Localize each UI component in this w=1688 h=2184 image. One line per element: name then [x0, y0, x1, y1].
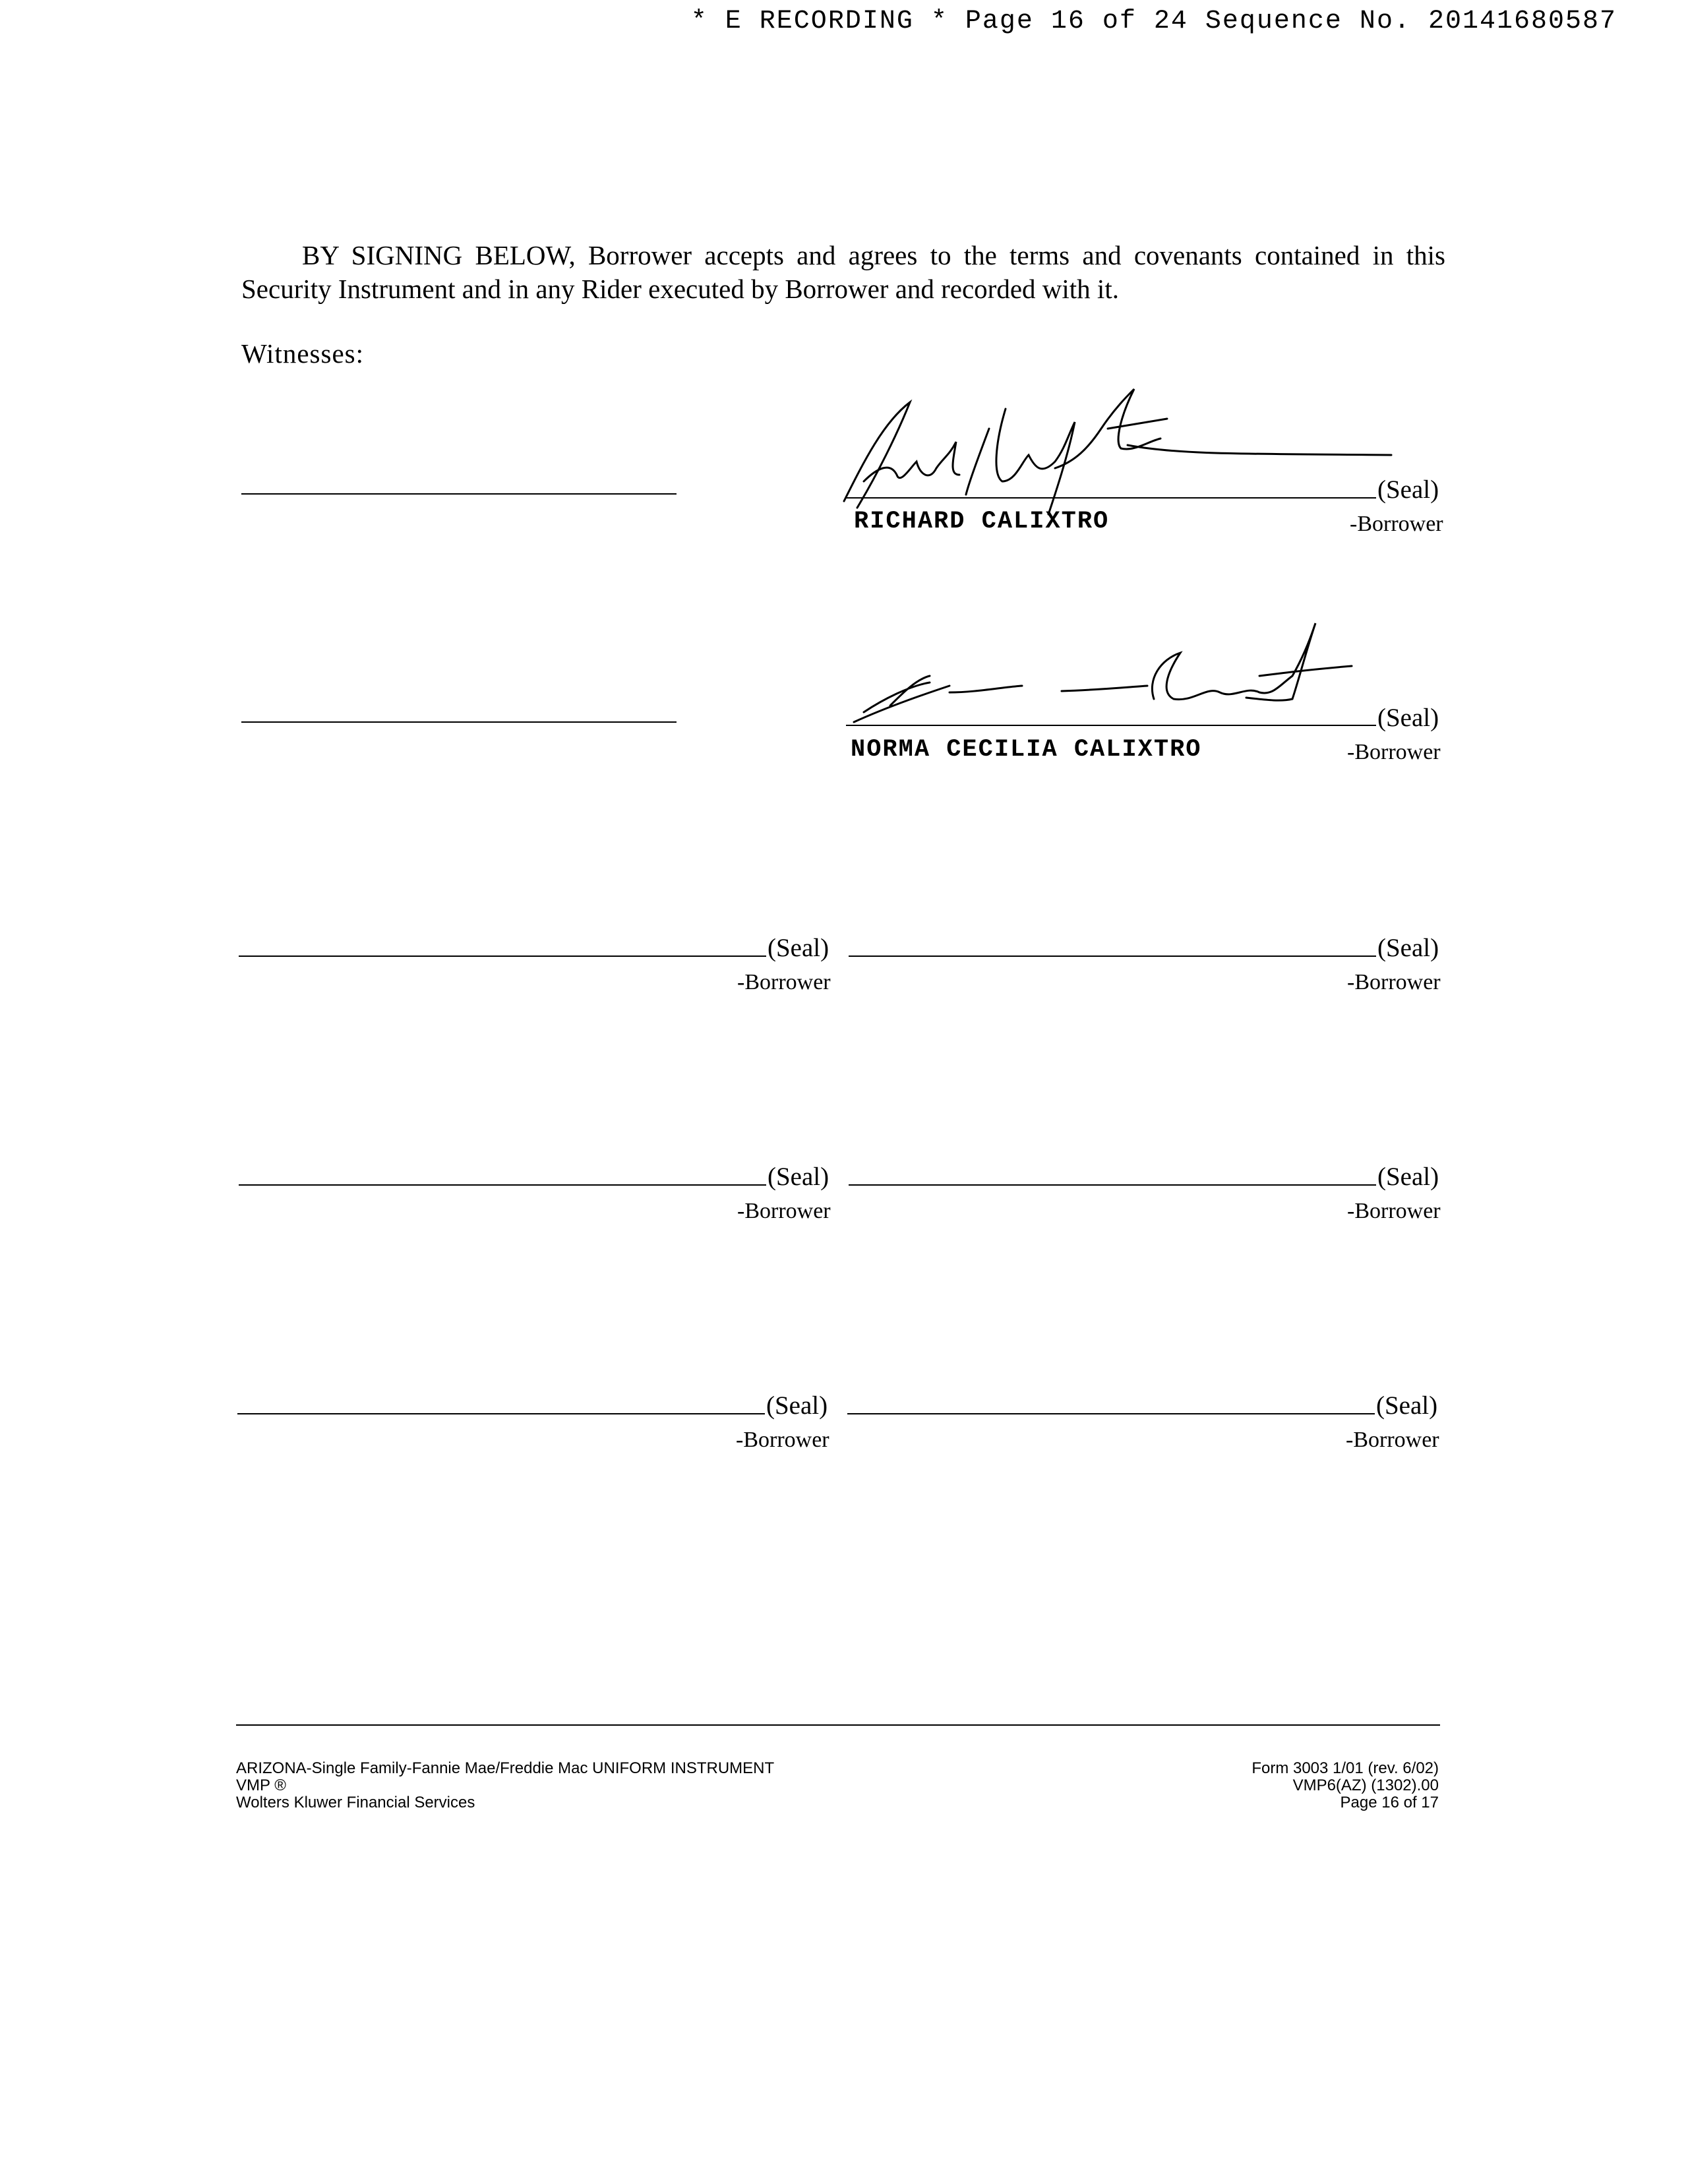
signature-line-3: [239, 956, 766, 957]
borrower-label: -Borrower: [1346, 1428, 1439, 1452]
footer-instrument-title: ARIZONA-Single Family-Fannie Mae/Freddie Mac UNIFORM INSTRUMENT: [236, 1759, 775, 1777]
seal-label: (Seal): [768, 1163, 829, 1191]
signature-line-1: [846, 497, 1376, 499]
witness-line-2: [241, 721, 677, 723]
signature-richard-calixtro: [837, 382, 1385, 528]
signature-line-5: [239, 1184, 766, 1186]
typed-name-norma-cecilia-calixtro: NORMA CECILIA CALIXTRO: [851, 736, 1202, 764]
seal-label: (Seal): [768, 934, 829, 962]
footer-form-info: [236, 1760, 774, 1811]
footer-page-number: Page 16 of 17: [1340, 1794, 1439, 1811]
footer-form-number: [1251, 1760, 1439, 1811]
borrower-label: -Borrower: [1347, 740, 1441, 764]
footer-publisher: Wolters Kluwer Financial Services: [236, 1794, 475, 1811]
witness-line-1: [241, 493, 677, 495]
paragraph-line-2: Security Instrument and in any Rider executed by Borrower and recorded with it.: [241, 274, 1119, 304]
seal-label: (Seal): [1377, 1163, 1439, 1191]
footer-vmp: VMP ®: [236, 1776, 286, 1794]
borrower-label: -Borrower: [737, 1199, 831, 1223]
typed-name-richard-calixtro: RICHARD CALIXTRO: [854, 508, 1110, 535]
witnesses-label: Witnesses:: [241, 338, 364, 369]
signature-line-7: [237, 1413, 765, 1414]
signature-norma-cecilia-calixtro: [851, 613, 1378, 732]
seal-label: (Seal): [1377, 934, 1439, 962]
footer-rule: [236, 1724, 1440, 1726]
borrower-label: -Borrower: [1350, 512, 1443, 536]
paragraph-line-1: BY SIGNING BELOW, Borrower accepts and agrees to the terms and covenants contained in this: [302, 240, 1445, 270]
borrower-label: -Borrower: [737, 970, 831, 994]
signature-line-6: [849, 1184, 1376, 1186]
recording-header: * E RECORDING * Page 16 of 24 Sequence No. 20141680587: [690, 7, 1617, 36]
footer-form-code: Form 3003 1/01 (rev. 6/02): [1251, 1759, 1439, 1777]
borrower-label: -Borrower: [1347, 970, 1441, 994]
borrower-label: -Borrower: [1347, 1199, 1441, 1223]
signature-line-8: [847, 1413, 1375, 1414]
borrower-label: -Borrower: [736, 1428, 829, 1452]
signing-paragraph: [241, 239, 1445, 306]
signature-line-2: [846, 725, 1376, 726]
seal-label: (Seal): [766, 1391, 828, 1420]
signature-line-4: [849, 956, 1376, 957]
footer-vmp-code: VMP6(AZ) (1302).00: [1292, 1776, 1439, 1794]
seal-label: (Seal): [1377, 475, 1439, 504]
seal-label: (Seal): [1377, 704, 1439, 732]
seal-label: (Seal): [1376, 1391, 1438, 1420]
